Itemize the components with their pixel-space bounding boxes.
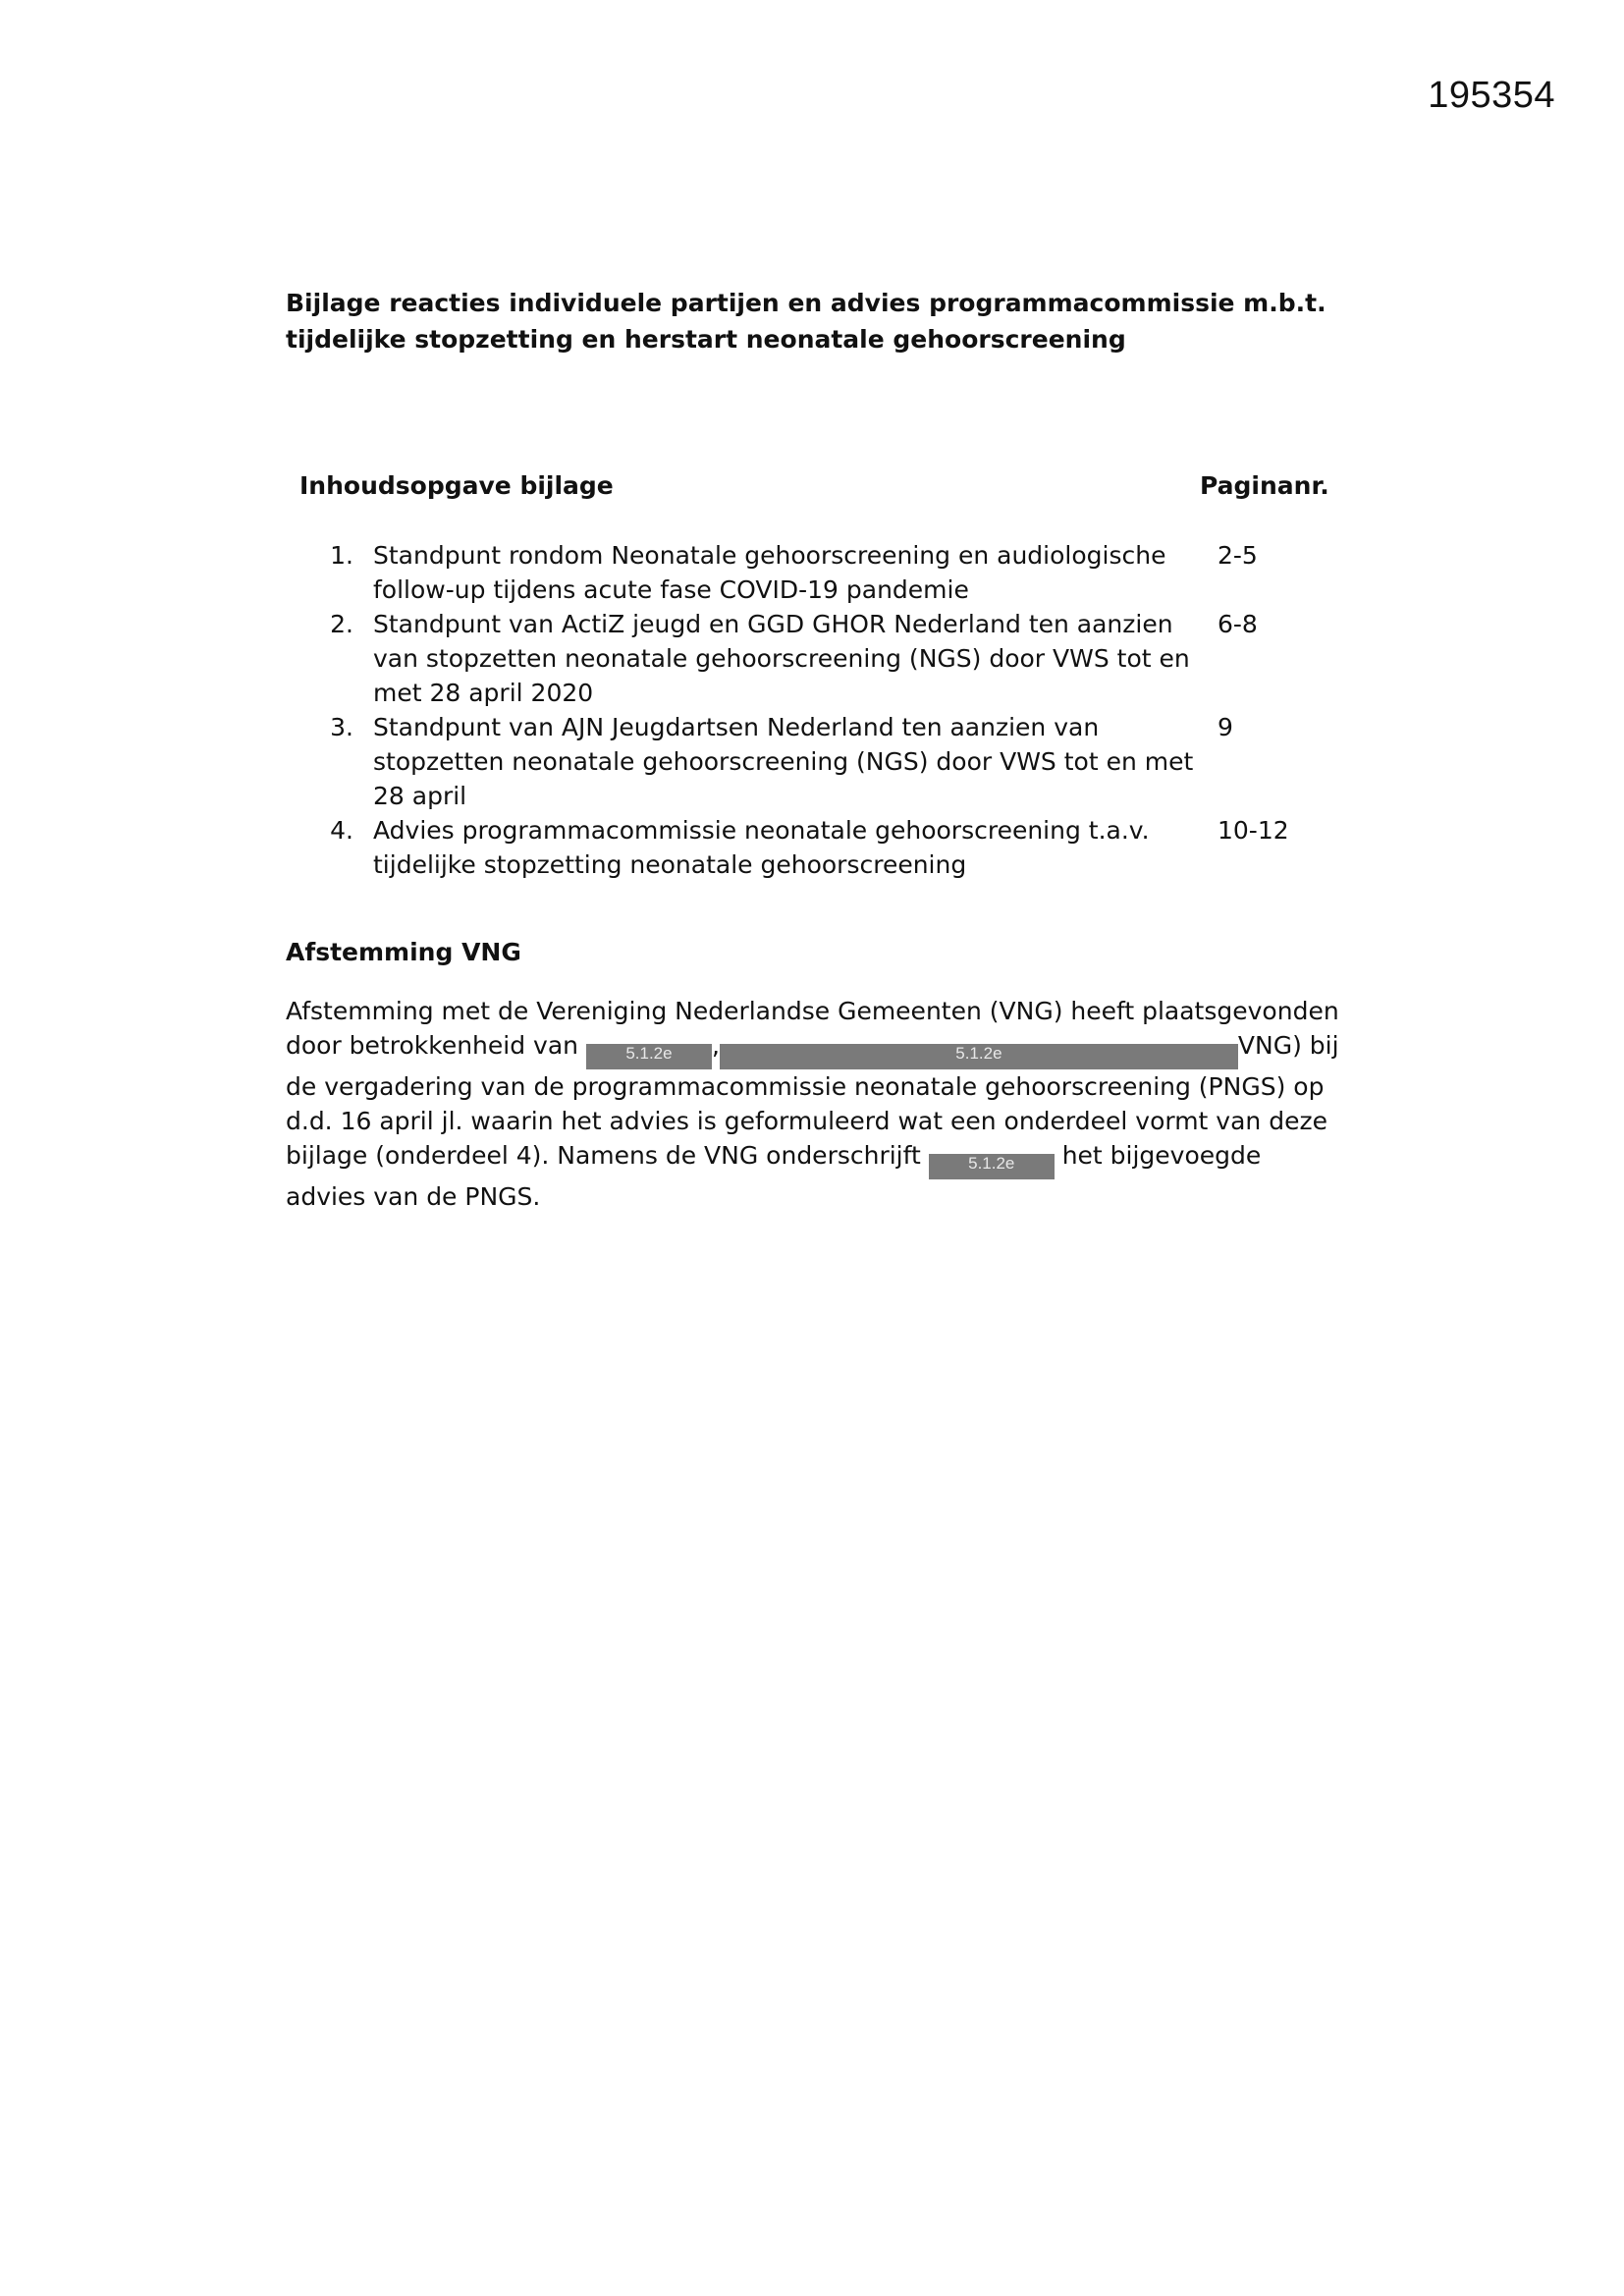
redaction-box: 5.1.2e (929, 1154, 1055, 1179)
toc-list (295, 538, 1375, 882)
document-id: 195354 (1428, 75, 1555, 116)
page-title: Bijlage reacties individuele partijen en advies programmacommissie m.b.t. tijdelijke stopzetting en herstart neonatale gehoorscreening (286, 289, 1326, 354)
toc-item-text: Advies programmacommissie neonatale gehoorscreening t.a.v. tijdelijke stopzetting neonatale gehoorscreening (373, 816, 1150, 879)
toc-item-pages: 6-8 (1218, 610, 1258, 638)
paragraph-text: VNG) bij de vergadering van de programmacommissie neonatale gehoorscreening (PNGS) op d.d. 16 april jl. waarin het advies is geformuleerd wat een onderdeel vormt van deze bijlage (onderdeel 4). Namens de VNG onderschrijft (286, 1031, 1339, 1170)
toc-item-number: 4. (330, 816, 353, 845)
toc-header-title: Inhoudsopgave bijlage (299, 471, 614, 500)
toc-item-number: 1. (330, 541, 353, 570)
paragraph-text: , (711, 1031, 720, 1060)
toc-item-3 (295, 710, 1375, 813)
toc-item-number: 2. (330, 610, 353, 638)
toc-header-page: Paginanr. (1200, 471, 1329, 500)
redaction-box: 5.1.2e (586, 1044, 712, 1069)
toc-item-number: 3. (330, 713, 353, 741)
section-heading: Afstemming VNG (286, 938, 521, 966)
toc-item-pages: 2-5 (1218, 541, 1258, 570)
toc-item-4 (295, 813, 1375, 882)
toc-item-text: Standpunt van AJN Jeugdartsen Nederland ten aanzien van stopzetten neonatale gehoorscreening (NGS) door VWS tot en met 28 april (373, 713, 1194, 810)
paragraph-text: het bijgevoegde advies van de PNGS. (286, 1141, 1262, 1211)
section-paragraph (286, 994, 1346, 1214)
toc-item-text: Standpunt van ActiZ jeugd en GGD GHOR Nederland ten aanzien van stopzetten neonatale gehoorscreening (NGS) door VWS tot en met 28 april 2020 (373, 610, 1190, 707)
toc-item-pages: 10-12 (1218, 816, 1289, 845)
toc-item-2 (295, 607, 1375, 710)
paragraph-text: Afstemming met de Vereniging Nederlandse Gemeenten (VNG) heeft plaatsgevonden door betrokkenheid van (286, 997, 1339, 1060)
redaction-box: 5.1.2e (720, 1044, 1238, 1069)
toc-item-pages: 9 (1218, 713, 1233, 741)
toc-item-1 (295, 538, 1375, 607)
toc-item-text: Standpunt rondom Neonatale gehoorscreening en audiologische follow-up tijdens acute fase COVID-19 pandemie (373, 541, 1166, 604)
